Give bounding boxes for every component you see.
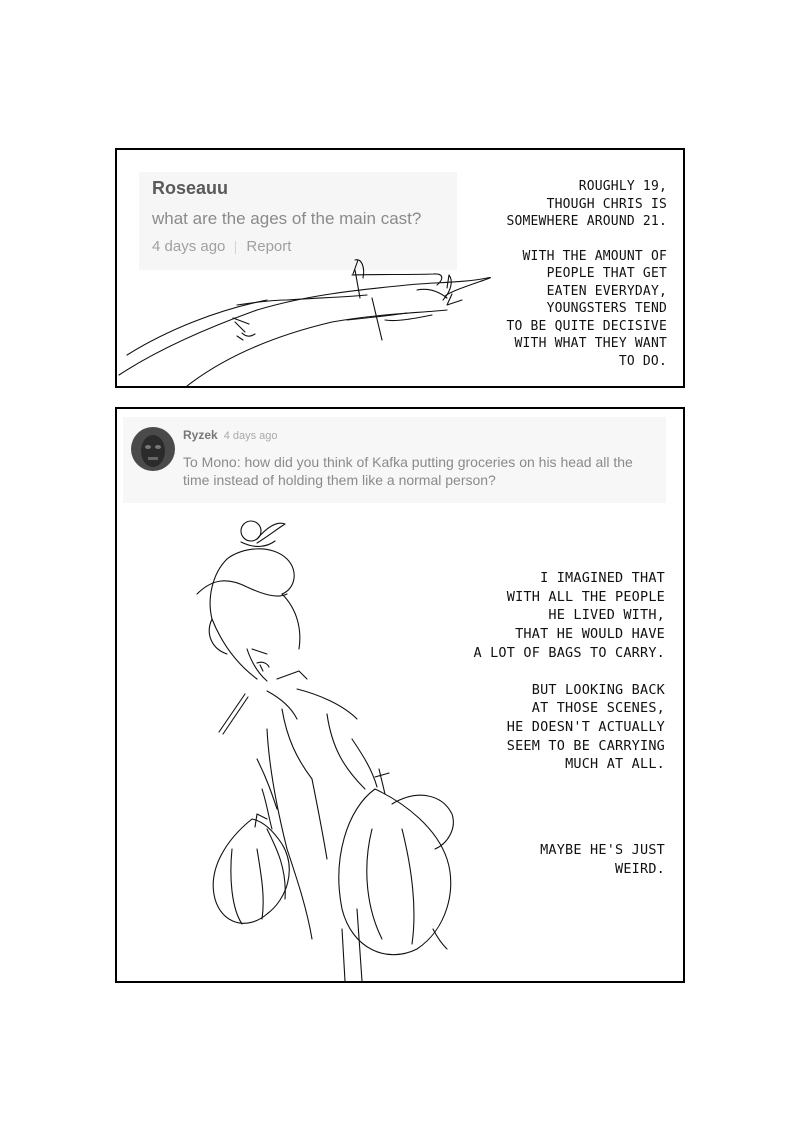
caption-line: PEOPLE THAT GET [546, 266, 667, 281]
caption-line: TO DO. [618, 353, 667, 369]
caption-line: THAT HE WOULD HAVE [515, 626, 665, 643]
caption-line: WITH THE AMOUNT OF [522, 248, 667, 264]
caption-line: ROUGHLY 19, [578, 179, 667, 194]
caption-line: YOUNGSTERS TEND [546, 301, 667, 316]
caption-line: SEEM TO BE CARRYING [506, 737, 665, 754]
caption-line: WITH WHAT THEY WANT [514, 336, 667, 351]
comment-time: 4 days ago [152, 238, 226, 255]
comment-username[interactable]: Roseauu [152, 178, 229, 198]
caption-line: A LOT OF BAGS TO CARRY. [473, 644, 665, 661]
comment-text: To Mono: how did you think of Kafka putting groceries on his head all the time instead of holding them like a normal person? [183, 454, 633, 488]
caption-line: MUCH AT ALL. [565, 756, 665, 773]
caption-line: TO BE QUITE DECISIVE [506, 318, 667, 334]
caption-line: I IMAGINED THAT [540, 570, 665, 586]
caption-answer-groceries [473, 569, 665, 878]
caption-line: SOMEWHERE AROUND 21. [506, 214, 667, 229]
caption-answer-ages [506, 178, 667, 370]
comment-username[interactable]: Ryzek [183, 428, 218, 442]
panel-1 [115, 148, 685, 388]
panel-2 [115, 407, 685, 983]
caption-line: AT THOSE SCENES, [531, 700, 665, 717]
caption-line: THOUGH CHRIS IS [546, 196, 667, 212]
report-link[interactable]: Report [246, 238, 292, 255]
caption-line: MAYBE HE'S JUST [540, 842, 665, 859]
comment-time: 4 days ago [223, 430, 278, 442]
caption-line: WITH ALL THE PEOPLE [506, 588, 665, 605]
comment-text: what are the ages of the main cast? [152, 209, 422, 228]
caption-line: HE LIVED WITH, [548, 607, 665, 624]
caption-line: BUT LOOKING BACK [531, 681, 665, 698]
caption-line: WEIRD. [615, 860, 665, 877]
caption-line: EATEN EVERYDAY, [546, 283, 667, 299]
caption-line: HE DOESN'T ACTUALLY [506, 718, 665, 735]
